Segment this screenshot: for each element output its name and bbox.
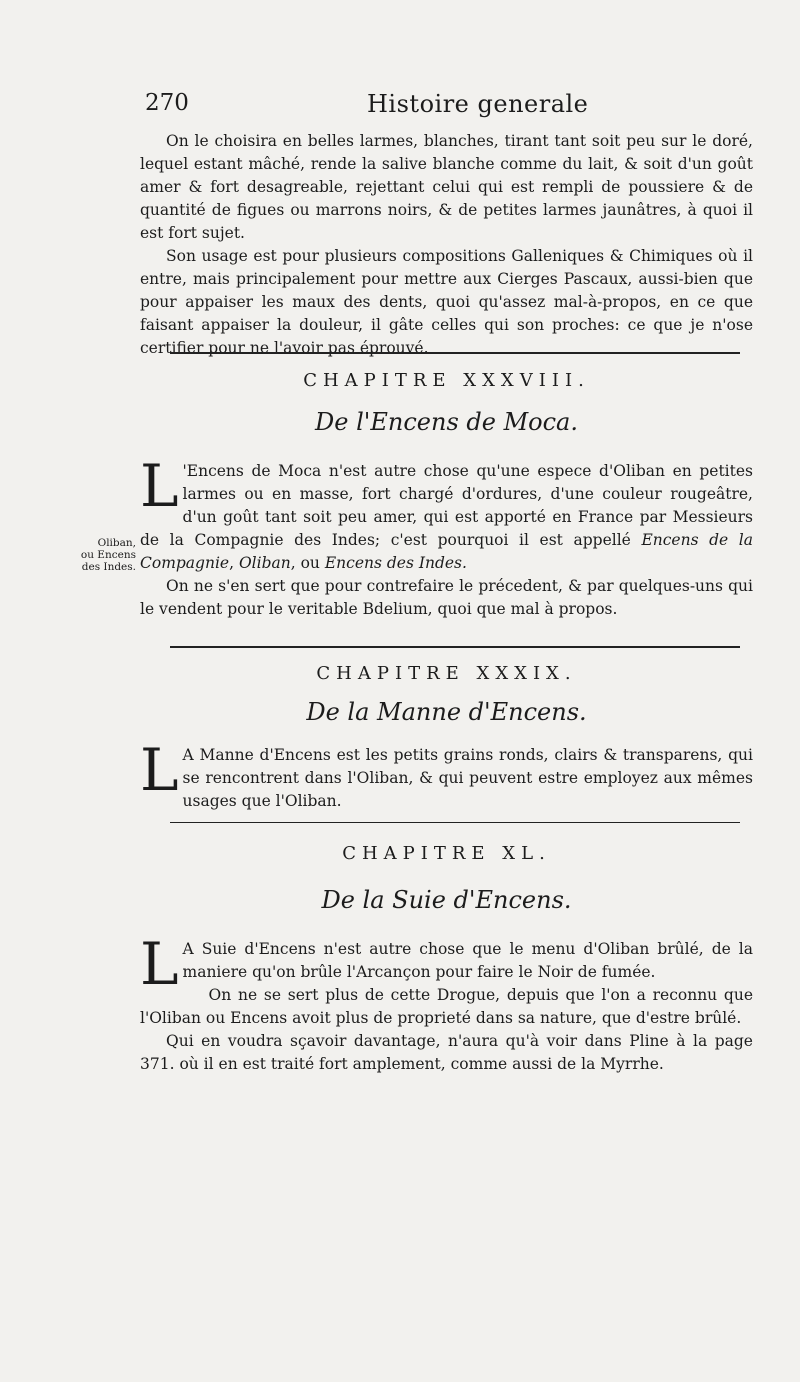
chapter-title: De la Manne d'Encens. xyxy=(306,698,587,726)
section-divider xyxy=(170,352,740,354)
chapter-39-body xyxy=(140,736,753,813)
section-divider xyxy=(170,822,740,823)
paragraph-suie xyxy=(140,930,753,998)
paragraph-counterfeit: On ne s'en sert que pour contrefaire le précedent, & par quelques-uns qui le vendent pour le veritable Bdelium, quoi que mal à propos. xyxy=(140,577,753,618)
chapter-heading: CHAPITRE XXXVIII. xyxy=(303,370,590,391)
section-divider xyxy=(170,646,740,648)
margin-note-line: des Indes. xyxy=(81,561,136,573)
chapter-title: De la Suie d'Encens. xyxy=(321,886,572,914)
paragraph-usage: Son usage est pour plusieurs compositions Galleniques & Chimiques où il entre, mais principalement pour mettre aux Cierges Pascaux, aussi-bien que pour appaiser les maux des dents, quoi qu'assez mal-à-propos, en ce que faisant appaiser la douleur, il gâte celles qui son proches: ce que je n'ose certifier pour ne l'avoir pas éprouvé. xyxy=(140,247,753,357)
paragraph-drogue: On ne se sert plus de cette Drogue, depuis que l'on a reconnu que l'Oliban ou Encens avoit plus de proprieté dans sa nature, que d'estre brûlé. xyxy=(140,986,753,1027)
drop-cap: L xyxy=(140,452,179,520)
paragraph-text: A Suie d'Encens n'est autre chose que le menu d'Oliban brûlé, de la maniere qu'on brûle l'Arcançon pour faire le Noir de fumée. xyxy=(182,940,753,981)
drop-cap: L xyxy=(140,736,179,804)
separator: , xyxy=(229,554,235,572)
running-title: Histoire generale xyxy=(367,90,589,118)
margin-note-line: Oliban, xyxy=(97,537,136,549)
top-section xyxy=(140,130,753,360)
paragraph-pline: Qui en voudra sçavoir davantage, n'aura qu'à voir dans Pline à la page 371. où il en est traité fort amplement, comme aussi de la Myrrhe. xyxy=(140,1032,753,1073)
term-encens-indes: Encens des Indes. xyxy=(324,554,467,572)
margin-note-line: ou Encens xyxy=(80,549,136,561)
chapter-title: De l'Encens de Moca. xyxy=(315,408,578,436)
margin-note xyxy=(64,537,136,573)
page-number: 270 xyxy=(145,90,189,116)
term-encens-compagnie: Encens de la Compagnie xyxy=(140,531,753,572)
drop-cap: L xyxy=(140,930,179,998)
page-header xyxy=(145,90,755,126)
separator: , ou xyxy=(290,554,320,572)
chapter-40-body xyxy=(140,930,753,1076)
paragraph-text: 'Encens de Moca n'est autre chose qu'une espece d'Oliban en petites larmes ou en masse, fort chargé d'ordures, d'une couleur rougeâtre, d'un goût tant soit peu amer, qui est apporté en France par Messieurs de la Compagnie des Indes; c'est pourquoi il est appellé xyxy=(140,462,753,549)
term-oliban: Oliban xyxy=(238,554,291,572)
paragraph-choice: On le choisira en belles larmes, blanches, tirant tant soit peu sur le doré, lequel estant mâché, rende la salive blanche comme du lait, & soit d'un goût amer & fort desagreable, rejettant celui qui est rempli de poussiere & de quantité de figues ou marrons noirs, & de petites larmes jaunâtres, à quoi il est fort sujet. xyxy=(140,132,753,242)
paragraph-manne xyxy=(140,736,753,813)
chapter-38-body xyxy=(140,452,753,621)
chapter-heading: CHAPITRE XXXIX. xyxy=(316,663,577,684)
paragraph-text: A Manne d'Encens est les petits grains ronds, clairs & transparens, qui se rencontrent dans l'Oliban, & qui peuvent estre employez aux mêmes usages que l'Oliban. xyxy=(182,746,753,810)
paragraph-moca xyxy=(140,452,753,575)
chapter-heading: CHAPITRE XL. xyxy=(342,843,551,864)
